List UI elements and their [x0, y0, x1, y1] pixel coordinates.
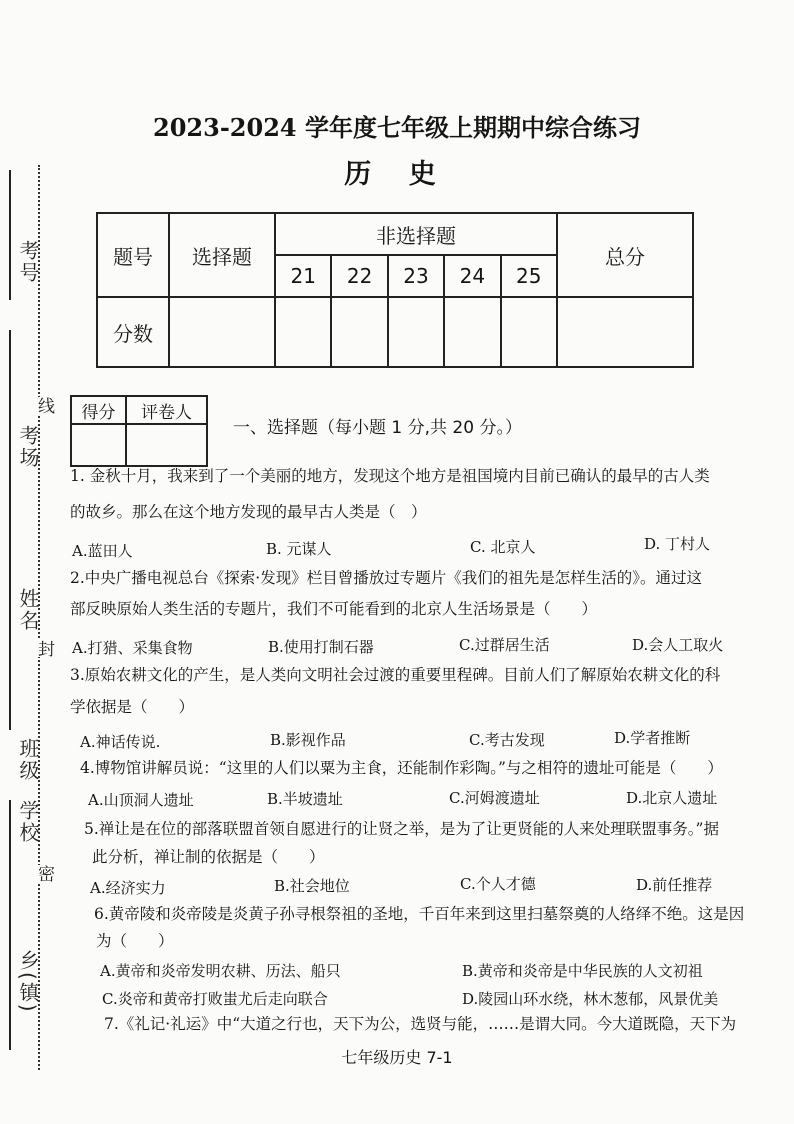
q5-option-a[interactable]: A.经济实力 [90, 879, 166, 897]
grader-score-cell[interactable] [71, 424, 126, 466]
q6-option-c[interactable]: C.炎帝和黄帝打败蚩尤后走向联合 [102, 990, 328, 1008]
margin-mark-secret: 密 [32, 865, 57, 882]
score-table-total-header: 总分 [557, 213, 693, 297]
score-table-col-header: 题号 [97, 213, 169, 297]
page-footer: 七年级历史 7-1 [341, 1048, 453, 1067]
margin-label-school: 学校 [16, 800, 40, 844]
score-cell-total[interactable] [557, 297, 693, 367]
grader-score-label: 得分 [71, 396, 126, 424]
grader-box [70, 395, 208, 467]
q2-option-b[interactable]: B.使用打制石器 [268, 638, 374, 656]
score-table-nonchoice-header: 非选择题 [275, 213, 557, 255]
q3-option-a[interactable]: A.神话传说. [80, 733, 161, 751]
q6-option-d[interactable]: D.陵园山环水绕，林木葱郁，风景优美 [462, 990, 719, 1008]
q4-option-d[interactable]: D.北京人遗址 [626, 789, 718, 807]
q5-option-b[interactable]: B.社会地位 [274, 877, 350, 895]
subject-title: 历 史 [344, 159, 450, 190]
q6-option-b[interactable]: B.黄帝和炎帝是中华民族的人文初祖 [462, 962, 703, 980]
binding-solid-line [9, 800, 11, 1050]
q2-option-c[interactable]: C.过群居生活 [459, 636, 550, 654]
exam-title: 2023-2024 学年度七年级上期期中综合练习 [153, 113, 641, 142]
question-4-line-1: 4.博物馆讲解员说：“这里的人们以粟为主食，还能制作彩陶。”与之相符的遗址可能是（ ） [80, 759, 723, 777]
q3-option-c[interactable]: C.考古发现 [469, 731, 545, 749]
score-cell-25[interactable] [501, 297, 557, 367]
question-6-line-2: 为（ ） [96, 932, 174, 950]
margin-label-class: 班级 [16, 738, 40, 782]
score-table-number: 23 [388, 255, 444, 297]
q1-option-b[interactable]: B. 元谋人 [266, 540, 332, 558]
q4-option-a[interactable]: A.山顶洞人遗址 [88, 791, 194, 809]
question-6-line-1: 6.黄帝陵和炎帝陵是炎黄子孙寻根祭祖的圣地，千百年来到这里扫墓祭奠的人络绎不绝。这是因 [94, 905, 745, 923]
score-cell-choice[interactable] [169, 297, 275, 367]
question-2-line-1: 2.中央广播电视总台《探索·发现》栏目曾播放过专题片《我们的祖先是怎样生活的》。通过这 [70, 569, 702, 587]
q5-option-c[interactable]: C.个人才德 [460, 875, 536, 893]
q4-option-c[interactable]: C.河姆渡遗址 [449, 789, 540, 807]
q4-option-b[interactable]: B.半坡遗址 [267, 790, 343, 808]
margin-mark-seal: 封 [32, 640, 57, 657]
section-title: 一、选择题（每小题 1 分,共 20 分。） [233, 418, 522, 438]
q2-option-a[interactable]: A.打猎、采集食物 [72, 639, 193, 657]
score-table [96, 212, 694, 368]
score-table-number: 22 [331, 255, 387, 297]
score-table-number: 21 [275, 255, 331, 297]
score-cell-21[interactable] [275, 297, 331, 367]
score-table-row-label: 分数 [97, 297, 169, 367]
score-cell-24[interactable] [444, 297, 500, 367]
q6-option-a[interactable]: A.黄帝和炎帝发明农耕、历法、船只 [100, 962, 341, 980]
question-5-line-1: 5.禅让是在位的部落联盟首领自愿进行的让贤之举，是为了让更贤能的人来处理联盟事务。”据 [84, 820, 719, 838]
question-1-line-1: 1. 金秋十月，我来到了一个美丽的地方，发现这个地方是祖国境内目前已确认的最早的古人类 [70, 467, 710, 485]
grader-name-cell[interactable] [126, 424, 207, 466]
score-table-choice-header: 选择题 [169, 213, 275, 297]
question-5-line-2: 此分析，禅让制的依据是（ ） [92, 848, 325, 866]
score-table-number: 25 [501, 255, 557, 297]
q1-option-c[interactable]: C. 北京人 [470, 538, 536, 556]
score-table-number: 24 [444, 255, 500, 297]
q5-option-d[interactable]: D.前任推荐 [636, 876, 713, 894]
question-7-line-1: 7.《礼记·礼运》中“大道之行也，天下为公，选贤与能，……是谓大同。今大道既隐，天下为 [104, 1015, 737, 1033]
q1-option-d[interactable]: D. 丁村人 [644, 535, 711, 553]
margin-label-exam-number: 考号 [16, 240, 40, 284]
q1-option-a[interactable]: A.蓝田人 [72, 542, 133, 560]
q3-option-b[interactable]: B.影视作品 [270, 731, 346, 749]
grader-name-label: 评卷人 [126, 396, 207, 424]
margin-mark-line: 线 [32, 397, 57, 414]
question-1-line-2: 的故乡。那么在这个地方发现的最早古人类是（ ） [70, 503, 427, 521]
margin-label-exam-room: 考场 [16, 425, 40, 469]
question-3-line-2: 学依据是（ ） [70, 698, 195, 716]
score-cell-22[interactable] [331, 297, 387, 367]
q3-option-d[interactable]: D.学者推断 [614, 729, 691, 747]
binding-solid-line [9, 330, 11, 730]
question-3-line-1: 3.原始农耕文化的产生，是人类向文明社会过渡的重要里程碑。目前人们了解原始农耕文化的科 [70, 666, 721, 684]
q2-option-d[interactable]: D.会人工取火 [632, 636, 724, 654]
question-2-line-2: 部反映原始人类生活的专题片，我们不可能看到的北京人生活场景是（ ） [70, 600, 598, 618]
margin-label-township: 乡(镇) [16, 950, 40, 1014]
margin-label-name: 姓名 [16, 588, 40, 632]
score-cell-23[interactable] [388, 297, 444, 367]
